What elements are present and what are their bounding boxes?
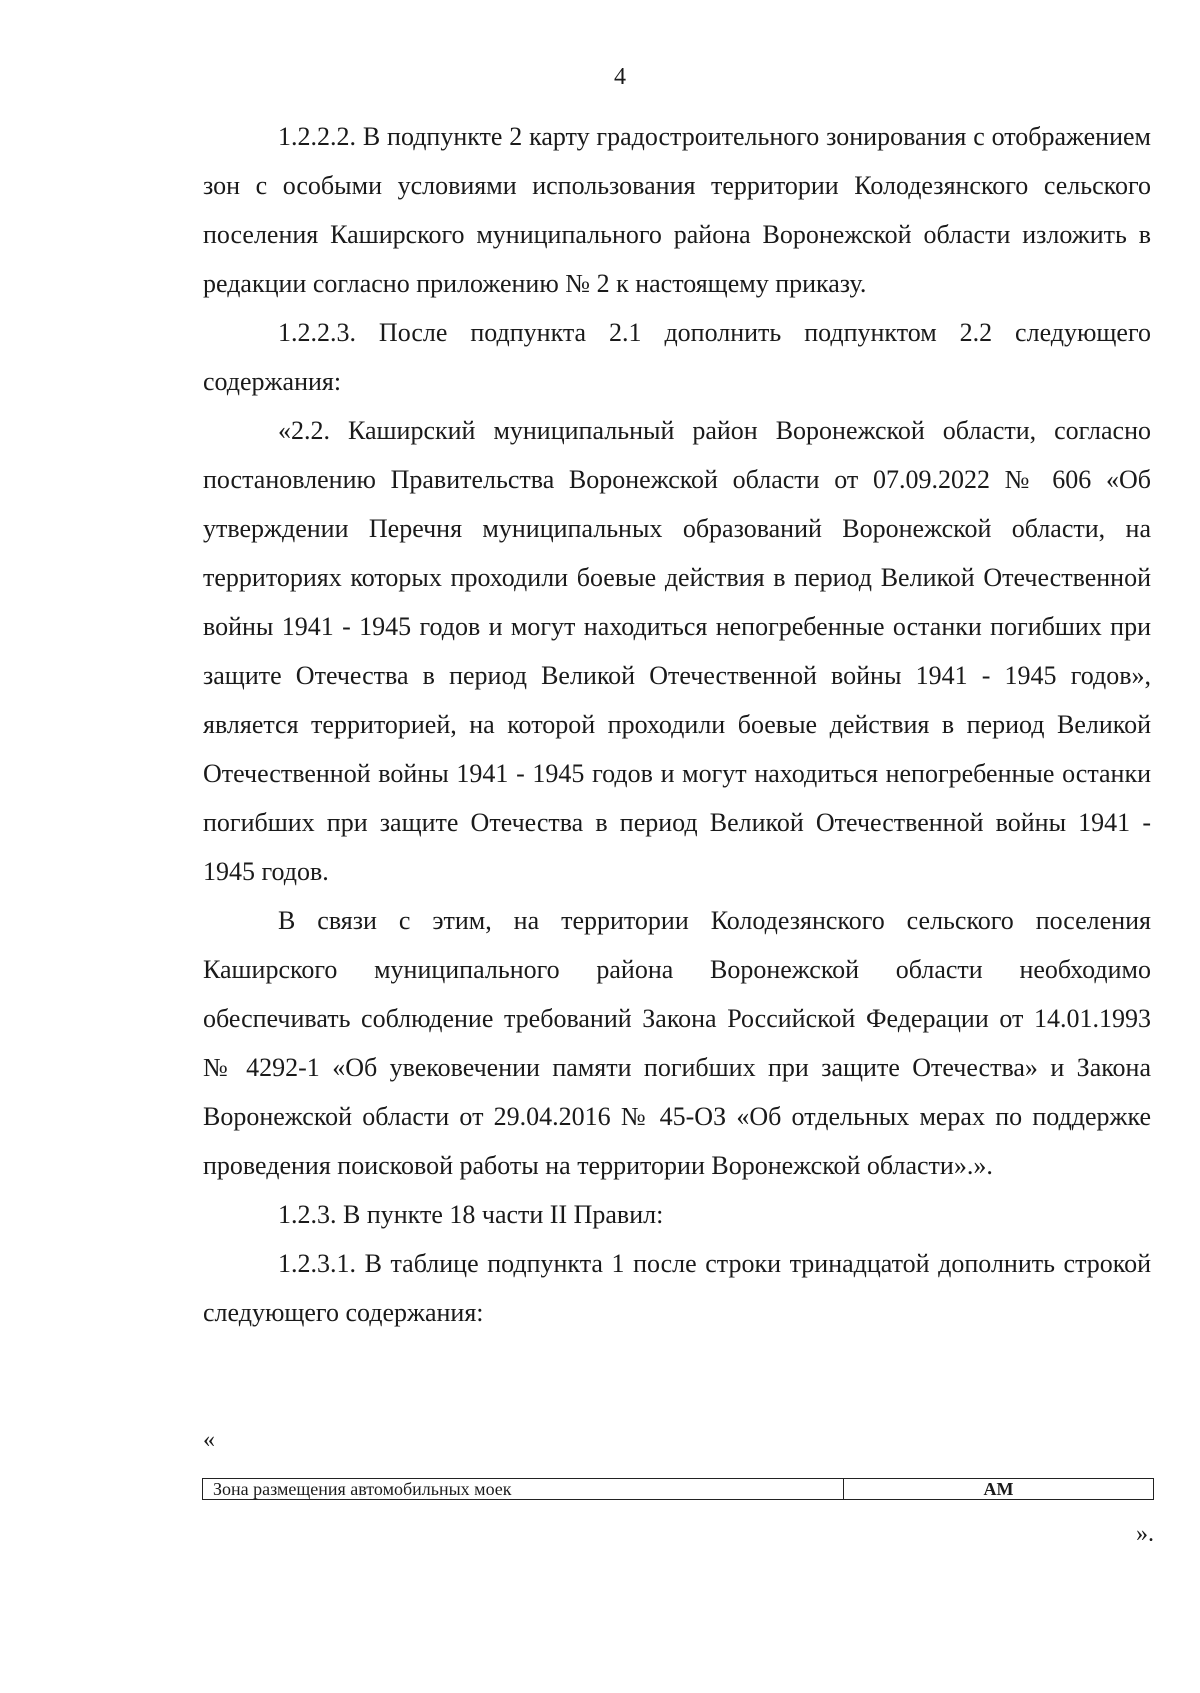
- paragraph-1-2-2-2: 1.2.2.2. В подпункте 2 карту градостроительного зонирования с отображением зон с особыми условиями использования территории Колодезянского сельского поселения Каширского муниципального района Воронежской области изложить в редакции согласно приложению № 2 к настоящему приказу.: [203, 122, 1151, 298]
- closing-quote-mark: ».: [1136, 1521, 1154, 1547]
- table-row: [203, 1479, 1154, 1500]
- paragraph-1-2-3-1: 1.2.3.1. В таблице подпункта 1 после строки тринадцатой дополнить строкой следующего содержания:: [203, 1249, 1151, 1327]
- paragraph-2-2-quote: «2.2. Каширский муниципальный район Воронежской области, согласно постановлению Правительства Воронежской области от 07.09.2022 № 606 «Об утверждении Перечня муниципальных образований Воронежской области, на территориях которых проходили боевые действия в период Великой Отечественной войны 1941 - 1945 годов и могут находиться непогребенные останки погибших при защите Отечества в период Великой Отечественной войны 1941 - 1945 годов», является территорией, на которой проходили боевые действия в период Великой Отечественной войны 1941 - 1945 годов и могут находиться непогребенные останки погибших при защите Отечества в период Великой Отечественной войны 1941 - 1945 годов.: [203, 416, 1151, 886]
- paragraph-1-2-3: 1.2.3. В пункте 18 части II Правил:: [278, 1200, 664, 1229]
- zone-code-cell: АМ: [844, 1479, 1154, 1500]
- zone-insert-table: [202, 1478, 1154, 1500]
- paragraph-1-2-2-3: 1.2.2.3. После подпункта 2.1 дополнить подпунктом 2.2 следующего содержания:: [203, 318, 1151, 396]
- zone-name-cell: Зона размещения автомобильных моек: [203, 1479, 844, 1500]
- document-body: [203, 112, 1151, 1337]
- paragraph-requirements: В связи с этим, на территории Колодезянского сельского поселения Каширского муниципального района Воронежской области необходимо обеспечивать соблюдение требований Закона Российской Федерации от 14.01.1993 № 4292-1 «Об увековечении памяти погибших при защите Отечества» и Закона Воронежской области от 29.04.2016 № 45-ОЗ «Об отдельных мерах по поддержке проведения поисковой работы на территории Воронежской области».».: [203, 906, 1151, 1180]
- page-number: 4: [614, 64, 626, 90]
- opening-quote-mark: «: [203, 1427, 215, 1453]
